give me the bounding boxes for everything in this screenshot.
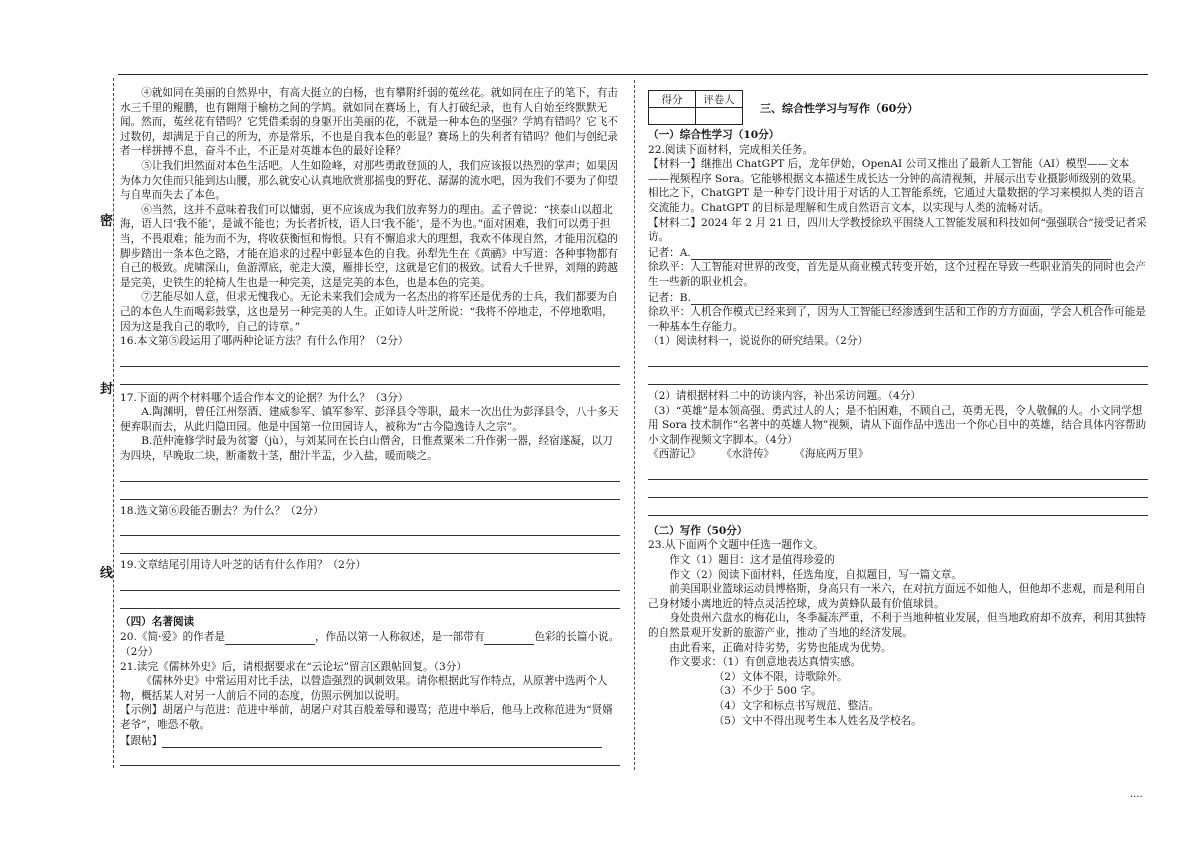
material-17b: B.范仲淹修学时最为贫窭（jù），与刘某同在长白山僧舍，日惟煮粟米二升作粥一器，经宿遂凝，以刀为四块，早晚取二块，断齑数十茎，酣汁半盂，少入盐，暖而啖之。 (120, 435, 613, 463)
task-1: （1）阅读材料一，说说你的研究结果。（2分） (648, 335, 869, 348)
answer-line[interactable] (648, 462, 1148, 480)
reporter-a-label: 记者：A. (648, 246, 691, 259)
requirement-4: （4）文字和标点书写规范、整洁。 (713, 700, 880, 712)
q20-blank-author[interactable] (225, 629, 315, 645)
q21-reply (120, 733, 620, 749)
question-17: 17.下面的两个材料哪个适合作本文的论据？为什么？（3分） (120, 391, 409, 404)
reporter-a (648, 245, 1148, 261)
xu-answer-2: 徐玖平：人机合作模式已经来到了，因为人工智能已经渗透到生活和工作的方方面面，学会人机合作可能是一种基本生存能力。 (648, 306, 1146, 333)
part-3-title: 三、综合性学习与写作（60分） (760, 102, 919, 115)
paragraph-5: ⑤让我们坦然面对本色生活吧。人生如险峰，对那些勇敢登顶的人，我们应该报以热烈的掌声；如果因为体力欠佳而只能到达山腰，那么就安心认真地欣赏那摇曳的野花、潺潺的流水吧，因为我们不要为了仰望与自卑而失去了本色。 (120, 159, 618, 202)
reporter-b-blank[interactable] (691, 290, 1111, 306)
q20-part-c: 色彩的长篇小说。（2分） (120, 631, 620, 659)
left-column (120, 86, 620, 766)
paragraph-6: ⑥当然，这并不意味着我们可以慵弱，更不应该成为我们放弃努力的理由。孟子曾说：“挟泰山以超北海，语人曰‘我不能’，是诚不能也；为长者折枝，语人曰‘我不能’，是不为也。”面对困难，我们可以勇于担当，不畏艰难；能为而不为，将收获衡恒和悔恨。只有不懈追求大的理想，我欢不体现自然，才能用沉稳的脚步踏出一条本色之路，才能在追求的过程中彰显本色的自我。孙犁先生在《黄鹂》中写道：各种事物都有自己的极致。虎啸深山，鱼游潭底，驼走大漠，雁排长空，这就是它们的极致。试看大千世界，刘翔的跨越是完美，史铁生的轮椅人生也是一种完美，这是完美的本色，也是本色的完美。 (120, 203, 618, 289)
reporter-b (648, 290, 1148, 306)
xu-answer-1: 徐玖平：人工智能对世界的改变，首先是从商业模式转变开始，这个过程在导致一些职业消失的同时也会产生一些新的职业机会。 (648, 261, 1146, 288)
q20-blank-color[interactable] (484, 629, 534, 645)
paragraph-7: ⑦艺能尽如人意，但求无愧我心。无论未来我们会成为一名杰出的将军还是优秀的士兵，我们都要为自己的本色人生而喝彩鼓掌，这也是另一种完美的人生。正如诗人叶芝所说：“我将不停地走，不停地歌唱，因为这是我自己的歌吟，自己的诗章。” (120, 291, 618, 333)
section-1-heading: （一）综合性学习（10分） (648, 129, 780, 141)
answer-line[interactable] (648, 498, 1148, 516)
q21-instruction: 《儒林外史》中常运用对比手法，以營造强烈的讽刺效果。请你根据此写作特点，从原著中选两个人物，概括某人对另一人前后不同的态度，仿照示例加以说明。 (120, 675, 608, 702)
answer-line[interactable] (120, 591, 620, 609)
requirement-3: （3）不少于 500 字。 (713, 685, 822, 698)
question-20 (120, 629, 620, 659)
q21-example: 【示例】胡屠户与范进：范进中举前，胡屠户对其百般羞辱和谩骂；范进中举后，他马上改称范进为“贤婿老爷”，唯恐不敬。 (120, 704, 613, 731)
section-2-heading: （二）写作（50分） (648, 524, 748, 537)
right-column (648, 128, 1148, 728)
essay-material-3: 由此看来，正确对待劣势，劣势也能成为优势。 (669, 641, 892, 654)
book-option-1: 《西游记》 (648, 448, 701, 461)
question-23: 23.从下面两个文题中任选一题作文。 (648, 539, 824, 552)
answer-line[interactable] (120, 518, 620, 536)
answer-line[interactable] (120, 748, 620, 766)
grader-cell[interactable] (696, 108, 743, 125)
binding-line (113, 78, 114, 768)
requirement-2: （2）文体不限，诗歌除外。 (713, 670, 848, 683)
question-16: 16.本文第⑤段运用了哪两种论证方法？有什么作用？（2分） (120, 335, 409, 348)
q20-part-b: ，作品以第一人称叙述，是一部带有 (314, 631, 485, 644)
essay-requirements: 作文要求：（1）有创意地表达真情实感。 (669, 656, 862, 669)
question-21: 21.读完《儒林外史》后，请根据要求在“云论坛”留言区跟帖回复。（3分） (120, 660, 467, 673)
answer-line[interactable] (120, 482, 620, 500)
score-box (648, 90, 743, 125)
essay-material-2: 身处贵州六盘水的梅花山，冬季凝冻严重，不利于当地种植业发展，但当地政府却不放弃，利用其独特的自然景观开发新的旅游产业，推动了当地的经济发展。 (648, 612, 1146, 640)
score-cell[interactable] (649, 108, 696, 125)
requirement-5: （5）文中不得出现考生本人姓名及学校名。 (713, 714, 922, 727)
task-2: （2）请根据材料二中的访谈内容，补出采访问题。（4分） (648, 389, 922, 402)
column-divider (634, 80, 635, 770)
page-dots: ···· (1130, 792, 1143, 803)
paragraph-4: ④就如同在美丽的自然界中，有高大挺立的白杨，也有攀附纤弱的菟丝花。就如同在庄子的笔下，有击水三千里的鲲鹏，也有翱翔于榆枋之间的学鸠。就如同在赛场上，有人打破纪录，也有人自始至终默默无闻。然而，菟丝花有错吗？它凭借柔弱的身躯开出美丽的花，不就是一种本色的坚强？学鸠有错吗？它飞不过数仞，却满足于自己的所为，亦是常乐，不也是自我本色的彰显？赛场上的失利者有错吗？他们与创纪录者一样拼搏不息，奋斗不止，不正是对英雄本色的最好诠释？ (120, 87, 618, 158)
q21-reply-label: 【跟帖】 (120, 734, 163, 747)
answer-line[interactable] (120, 464, 620, 482)
answer-line[interactable] (120, 573, 620, 591)
material-2: 【材料二】2024 年 2 月 21 日，四川大学教授徐玖平围绕人工智能发展和科技如何“强强联合”接受记者采访。 (648, 216, 1147, 244)
book-option-3: 《海底两万里》 (794, 448, 869, 461)
score-label: 得分 (649, 91, 696, 108)
essay-option-2: 作文（2）阅读下面材料，任选角度，自拟题目，写一篇文章。 (669, 568, 962, 581)
book-option-2: 《水浒传》 (721, 448, 775, 461)
q21-reply-blank[interactable] (162, 733, 602, 749)
question-19: 19.文章结尾引用诗人叶芝的话有什么作用？（2分） (120, 559, 367, 572)
answer-line[interactable] (120, 367, 620, 385)
question-22: 22.阅读下面材料，完成相关任务。 (648, 143, 814, 156)
grader-label: 评卷人 (696, 91, 743, 108)
answer-line[interactable] (648, 480, 1148, 498)
essay-option-1: 作文（1）题目：这才是值得珍爱的 (669, 554, 835, 567)
binding-char-mi: 密 (100, 214, 114, 229)
section-4-heading: （四）名著阅读 (120, 615, 195, 628)
reporter-a-blank[interactable] (691, 245, 1111, 261)
binding-char-feng: 封 (100, 382, 114, 397)
top-rule (118, 74, 1148, 75)
binding-char-xian: 线 (100, 566, 114, 581)
material-1: 【材料一】继推出 ChatGPT 后，龙年伊始，OpenAI 公司又推出了最新人工智能（AI）模型——文本——视频程序 Sora。它能够根据文本描述生成长达一分钟的高清视频，并展示出专业摄影师级别的效果。相比之下，ChatGPT 是一种专门设计用于对话的人工智能系统，它通过大量数据的学习来模拟人类的语言交流能力。ChatGPT 的目标是理解和生成自然语言文本，以实现与人类的流畅对话。 (648, 158, 1145, 214)
answer-line[interactable] (120, 536, 620, 554)
answer-line[interactable] (648, 349, 1148, 367)
question-18: 18.选文第⑥段能否删去？为什么？（2分） (120, 504, 324, 517)
material-17a: A.陶渊明，曾任江州祭酒、建威参军、镇军参军、彭泽县令等职，最末一次出仕为彭泽县令，八十多天便弃职而去，从此归隐田园。他是中国第一位田园诗人，被称为“古今隐逸诗人之宗”。 (120, 406, 619, 433)
answer-line[interactable] (648, 367, 1148, 385)
essay-material-1: 前美国职业篮球运动員博格斯，身高只有一米六，在对抗方面远不如他人，但他却不悲观，而是利用自己身材矮小离地近的特点灵活控球，成为黄蜂队最有价值球員。 (648, 583, 1146, 610)
task-3: （3）“英雄”是本领高强、勇武过人的人；是不怕困难，不顾自己，英勇无畏，令人敬佩的人。小文同学想用 Sora 技术制作“名著中的英雄人物”视频，请从下面作品中选出一个你心目中的英雄，结合具体内容帮助小文制作视频文字脚本。（4分） (648, 404, 1147, 446)
reporter-b-label: 记者：B. (648, 291, 691, 304)
book-options (648, 447, 1148, 462)
answer-line[interactable] (120, 349, 620, 367)
q20-part-a: 20.《简·爱》的作者是 (120, 631, 225, 644)
